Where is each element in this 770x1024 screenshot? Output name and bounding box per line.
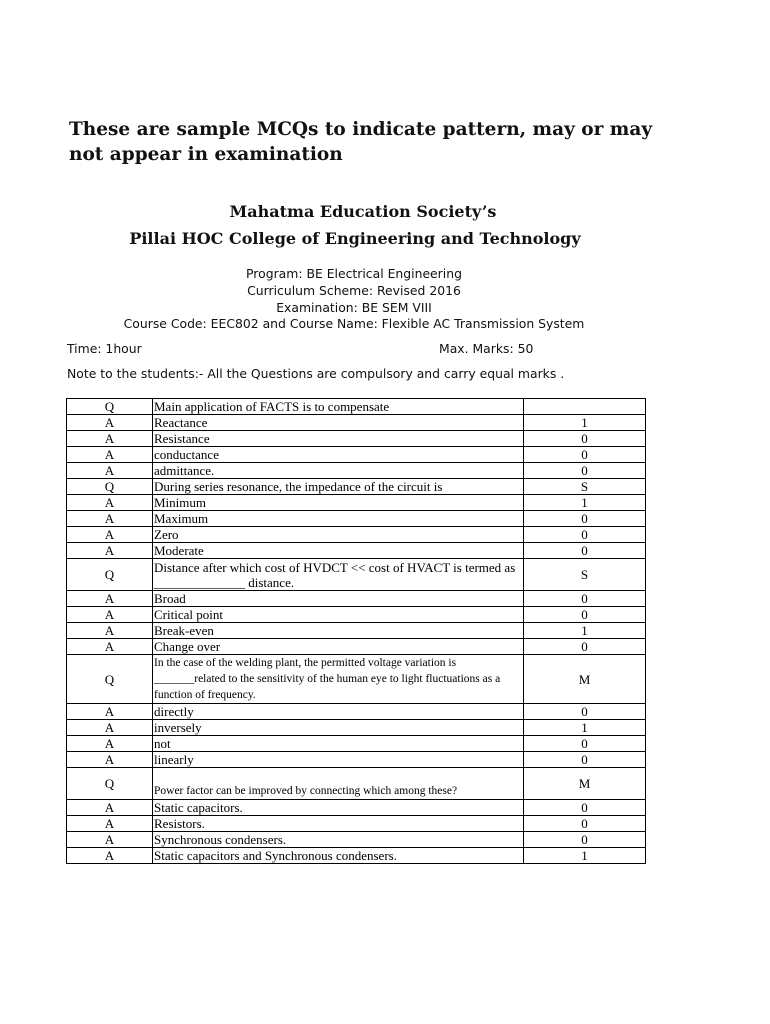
row-text-cell: Break-even <box>153 623 524 639</box>
question-row <box>67 479 646 495</box>
row-type-cell: A <box>67 511 153 527</box>
row-text-cell: Synchronous condensers. <box>153 832 524 848</box>
row-mark-cell: 0 <box>524 639 646 655</box>
row-type-cell: A <box>67 832 153 848</box>
row-type-cell: A <box>67 527 153 543</box>
heading-line-2: not appear in examination <box>69 144 343 165</box>
mcq-table <box>66 398 646 864</box>
answer-row <box>67 463 646 479</box>
row-type-cell: A <box>67 415 153 431</box>
row-type-cell: Q <box>67 479 153 495</box>
answer-row <box>67 447 646 463</box>
row-text-cell: Distance after which cost of HVDCT << cost of HVACT is termed as ______________ distance. <box>153 559 524 591</box>
row-text-cell: Zero <box>153 527 524 543</box>
row-text-cell: directly <box>153 704 524 720</box>
row-mark-cell: 0 <box>524 447 646 463</box>
row-type-cell: A <box>67 591 153 607</box>
society-name: Mahatma Education Society’s <box>229 202 497 221</box>
answer-row <box>67 415 646 431</box>
row-type-cell: A <box>67 623 153 639</box>
scheme-line: Curriculum Scheme: Revised 2016 <box>247 283 461 298</box>
examination-line: Examination: BE SEM VIII <box>276 300 432 315</box>
row-text-cell: Reactance <box>153 415 524 431</box>
program-line: Program: BE Electrical Engineering <box>246 266 462 281</box>
row-mark-cell: 1 <box>524 848 646 864</box>
question-row <box>67 399 646 415</box>
row-text-cell: Resistors. <box>153 816 524 832</box>
row-text-cell: linearly <box>153 752 524 768</box>
answer-row <box>67 816 646 832</box>
answer-row <box>67 623 646 639</box>
row-type-cell: A <box>67 736 153 752</box>
row-mark-cell <box>524 399 646 415</box>
answer-row <box>67 607 646 623</box>
answer-row <box>67 527 646 543</box>
question-row <box>67 768 646 800</box>
row-type-cell: A <box>67 704 153 720</box>
answer-row <box>67 832 646 848</box>
course-line: Course Code: EEC802 and Course Name: Flexible AC Transmission System <box>123 316 585 331</box>
row-text-cell: Maximum <box>153 511 524 527</box>
row-text-cell: Change over <box>153 639 524 655</box>
row-text-cell: Main application of FACTS is to compensate <box>153 399 524 415</box>
answer-row <box>67 848 646 864</box>
row-mark-cell: 0 <box>524 704 646 720</box>
row-text-cell: Static capacitors and Synchronous condensers. <box>153 848 524 864</box>
answer-row <box>67 543 646 559</box>
row-mark-cell: 0 <box>524 607 646 623</box>
row-type-cell: A <box>67 800 153 816</box>
row-text-cell: admittance. <box>153 463 524 479</box>
row-mark-cell: M <box>524 655 646 704</box>
row-mark-cell: S <box>524 559 646 591</box>
answer-row <box>67 639 646 655</box>
row-text-cell: Power factor can be improved by connecting which among these? <box>153 768 524 800</box>
mcq-table-body <box>67 399 646 864</box>
row-text-cell: Broad <box>153 591 524 607</box>
row-type-cell: A <box>67 431 153 447</box>
answer-row <box>67 720 646 736</box>
row-type-cell: Q <box>67 559 153 591</box>
row-type-cell: A <box>67 543 153 559</box>
question-row <box>67 655 646 704</box>
answer-row <box>67 591 646 607</box>
row-mark-cell: S <box>524 479 646 495</box>
row-text-cell: During series resonance, the impedance of the circuit is <box>153 479 524 495</box>
row-text-cell: In the case of the welding plant, the permitted voltage variation is _______related to the sensitivity of the human eye to light fluctuations as a function of frequency. <box>153 655 524 704</box>
row-mark-cell: 1 <box>524 720 646 736</box>
row-mark-cell: M <box>524 768 646 800</box>
row-type-cell: A <box>67 607 153 623</box>
row-text-cell: Moderate <box>153 543 524 559</box>
row-mark-cell: 0 <box>524 832 646 848</box>
row-text-cell: Minimum <box>153 495 524 511</box>
answer-row <box>67 431 646 447</box>
row-type-cell: A <box>67 447 153 463</box>
row-mark-cell: 0 <box>524 752 646 768</box>
row-mark-cell: 0 <box>524 431 646 447</box>
row-type-cell: A <box>67 495 153 511</box>
row-text-cell: Static capacitors. <box>153 800 524 816</box>
row-mark-cell: 1 <box>524 623 646 639</box>
row-text-cell: conductance <box>153 447 524 463</box>
row-mark-cell: 0 <box>524 736 646 752</box>
time-label: Time: 1hour <box>67 341 142 356</box>
student-note: Note to the students:- All the Questions are compulsory and carry equal marks . <box>67 366 565 381</box>
row-type-cell: A <box>67 848 153 864</box>
row-text-cell: inversely <box>153 720 524 736</box>
row-mark-cell: 0 <box>524 543 646 559</box>
row-type-cell: A <box>67 720 153 736</box>
page-heading <box>69 117 669 167</box>
row-mark-cell: 0 <box>524 463 646 479</box>
row-text-cell: Resistance <box>153 431 524 447</box>
answer-row <box>67 511 646 527</box>
row-type-cell: Q <box>67 399 153 415</box>
row-mark-cell: 1 <box>524 495 646 511</box>
row-text-cell: not <box>153 736 524 752</box>
row-mark-cell: 0 <box>524 591 646 607</box>
max-marks-label: Max. Marks: 50 <box>439 341 534 356</box>
row-mark-cell: 0 <box>524 800 646 816</box>
answer-row <box>67 752 646 768</box>
row-mark-cell: 0 <box>524 816 646 832</box>
answer-row <box>67 704 646 720</box>
answer-row <box>67 736 646 752</box>
row-mark-cell: 1 <box>524 415 646 431</box>
row-type-cell: A <box>67 816 153 832</box>
row-type-cell: Q <box>67 655 153 704</box>
row-mark-cell: 0 <box>524 527 646 543</box>
row-mark-cell: 0 <box>524 511 646 527</box>
row-type-cell: A <box>67 752 153 768</box>
college-name: Pillai HOC College of Engineering and Technology <box>129 229 581 248</box>
answer-row <box>67 800 646 816</box>
row-type-cell: A <box>67 639 153 655</box>
answer-row <box>67 495 646 511</box>
row-type-cell: Q <box>67 768 153 800</box>
heading-line-1: These are sample MCQs to indicate pattern, may or may <box>69 119 653 140</box>
row-type-cell: A <box>67 463 153 479</box>
row-text-cell: Critical point <box>153 607 524 623</box>
question-row <box>67 559 646 591</box>
